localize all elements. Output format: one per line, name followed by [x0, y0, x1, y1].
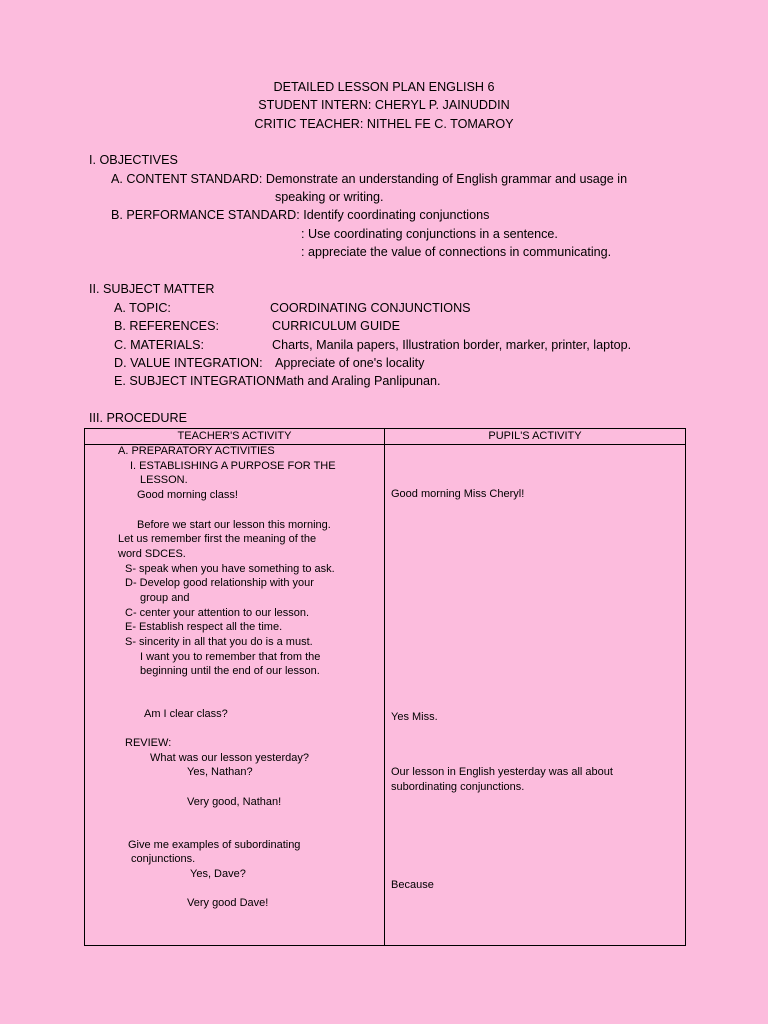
- content-standard-continued: speaking or writing.: [275, 190, 384, 204]
- teacher-line: Am I clear class?: [144, 708, 228, 720]
- teacher-line: S- speak when you have something to ask.: [125, 563, 335, 575]
- teacher-line: Good morning class!: [137, 489, 238, 501]
- subject-matter-heading: II. SUBJECT MATTER: [89, 282, 215, 296]
- teacher-line: E- Establish respect all the time.: [125, 621, 283, 633]
- document-title: DETAILED LESSON PLAN ENGLISH 6: [273, 80, 495, 94]
- teacher-line: I. ESTABLISHING A PURPOSE FOR THE: [130, 460, 336, 472]
- teacher-line: Very good, Nathan!: [187, 796, 282, 808]
- teacher-line: C- center your attention to our lesson.: [125, 607, 310, 619]
- teacher-line: A. PREPARATORY ACTIVITIES: [118, 445, 275, 457]
- procedure-heading: III. PROCEDURE: [89, 411, 187, 425]
- topic-label: A. TOPIC:: [114, 301, 171, 315]
- teacher-activity-header: TEACHER'S ACTIVITY: [85, 429, 385, 445]
- teacher-line: S- sincerity in all that you do is a must.: [125, 636, 313, 648]
- pupil-line: Because: [391, 879, 434, 891]
- references-label: B. REFERENCES:: [114, 319, 219, 333]
- pupil-line: Yes Miss.: [391, 711, 438, 723]
- teacher-line: Yes, Nathan?: [187, 766, 253, 778]
- teacher-line: D- Develop good relationship with your: [125, 577, 314, 589]
- procedure-table: [84, 428, 686, 946]
- subject-integration-label: E. SUBJECT INTEGRATION:: [114, 374, 279, 388]
- teacher-line: What was our lesson yesterday?: [150, 752, 309, 764]
- teacher-line: Very good Dave!: [187, 897, 269, 909]
- teacher-line: Let us remember first the meaning of the: [118, 533, 317, 545]
- references-value: CURRICULUM GUIDE: [272, 319, 401, 333]
- pupil-line: subordinating conjunctions.: [391, 781, 525, 793]
- student-intern-line: STUDENT INTERN: CHERYL P. JAINUDDIN: [258, 98, 510, 112]
- content-standard: A. CONTENT STANDARD: Demonstrate an understanding of English grammar and usage in: [111, 172, 628, 186]
- pupil-line: Our lesson in English yesterday was all about: [391, 766, 613, 778]
- teacher-line: REVIEW:: [125, 737, 172, 749]
- performance-standard-3: : appreciate the value of connections in communicating.: [301, 245, 612, 259]
- value-integration-label: D. VALUE INTEGRATION:: [114, 356, 263, 370]
- performance-standard: B. PERFORMANCE STANDARD: Identify coordinating conjunctions: [111, 208, 490, 222]
- teacher-line: Give me examples of subordinating: [128, 839, 301, 851]
- teacher-line: Before we start our lesson this morning.: [137, 519, 331, 531]
- performance-standard-2: : Use coordinating conjunctions in a sentence.: [301, 227, 558, 241]
- teacher-line: LESSON.: [140, 474, 188, 486]
- value-integration-value: Appreciate of one's locality: [275, 356, 425, 370]
- materials-value: Charts, Manila papers, Illustration border, marker, printer, laptop.: [272, 338, 632, 352]
- teacher-line: Yes, Dave?: [190, 868, 246, 880]
- pupil-activity-cell: [385, 445, 686, 946]
- objectives-heading: I. OBJECTIVES: [89, 153, 178, 167]
- critic-teacher-line: CRITIC TEACHER: NITHEL FE C. TOMAROY: [254, 117, 514, 131]
- teacher-line: group and: [140, 592, 190, 604]
- teacher-line: beginning until the end of our lesson.: [140, 665, 320, 677]
- subject-integration-value: Math and Araling Panlipunan.: [276, 374, 441, 388]
- pupil-line: Good morning Miss Cheryl!: [391, 488, 525, 500]
- teacher-line: conjunctions.: [131, 853, 196, 865]
- teacher-line: word SDCES.: [118, 548, 186, 560]
- pupil-activity-header: PUPIL'S ACTIVITY: [385, 429, 686, 445]
- materials-label: C. MATERIALS:: [114, 338, 205, 352]
- topic-value: COORDINATING CONJUNCTIONS: [270, 301, 471, 315]
- teacher-line: I want you to remember that from the: [140, 651, 321, 663]
